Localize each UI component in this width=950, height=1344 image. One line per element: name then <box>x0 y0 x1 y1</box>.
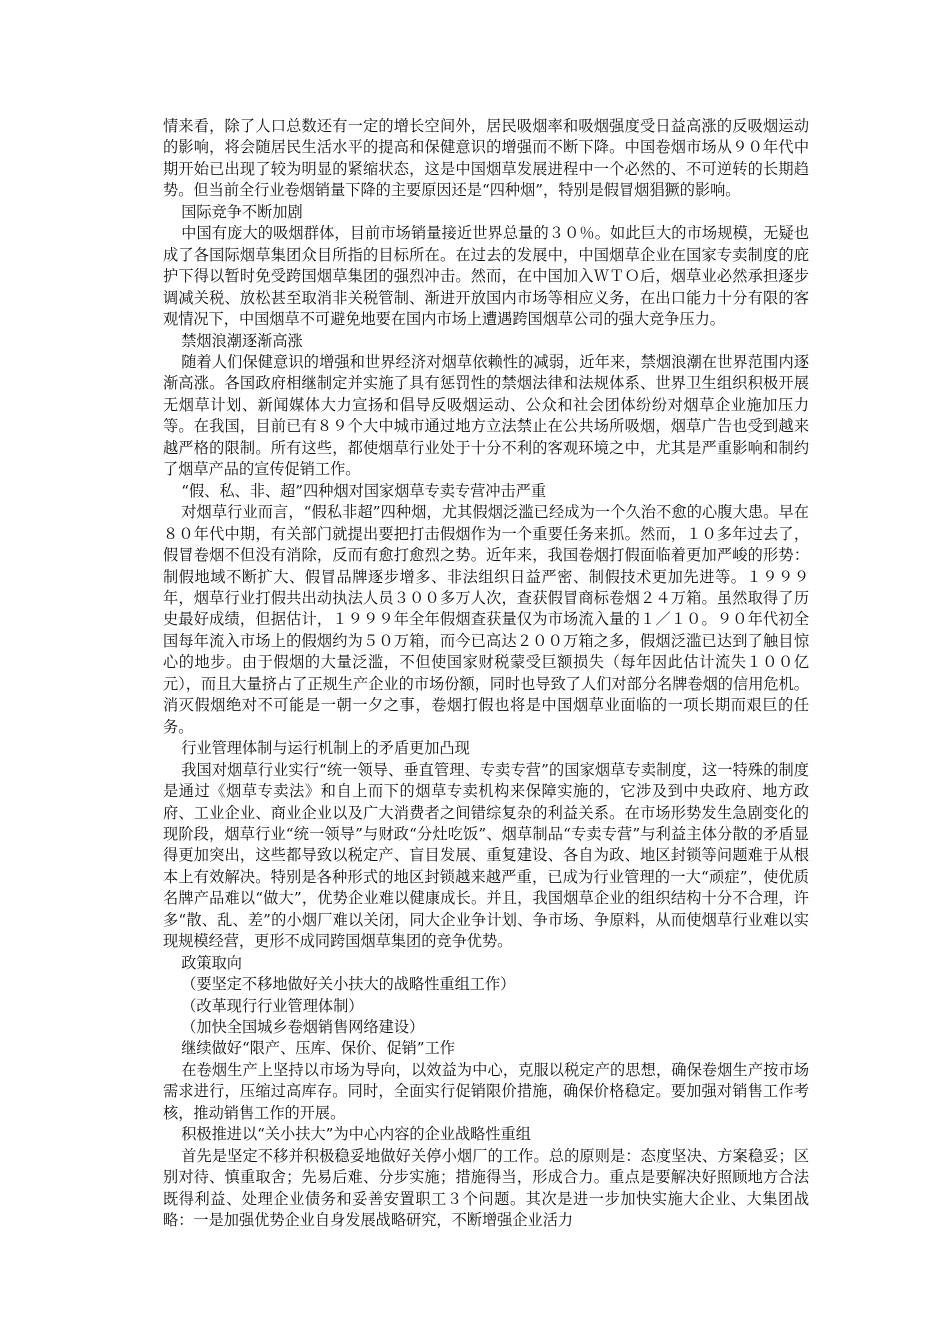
heading-four-kinds-cigarettes: “假、私、非、超”四种烟对国家烟草专卖专营冲击严重 <box>181 481 547 500</box>
paragraph-management-system: 我国对烟草行业实行“统一领导、垂直管理、专卖专营”的国家烟草专卖制度，这一特殊的制度是通过《烟草专卖法》和自上而下的烟草专卖机构来保障实施的，它涉及到中央政府、地方政府、工业企业、商业企业以及广大消费者之间错综复杂的利益关系。在市场形势发生急剧变化的现阶段，烟草行业“统一领导”与财政“分灶吃饭”、烟草制品“专卖专营”与利益主体分散的矛盾显得更加突出，这些都导致以税定产、盲目发展、重复建设、各自为政、地区封锁等问题难于从根本上有效解决。特别是各种形式的地区封锁越来越严重，已成为行业管理的一大“顽症”，使优质名牌产品难以“做大”，优势企业难以健康成长。并且，我国烟草企业的组织结构十分不合理，许多“散、乱、差”的小烟厂难以关闭，同大企业争计划、争市场、争原料，从而使烟草行业难以实现规模经营，更形不成同跨国烟草集团的竞争优势。 <box>163 760 809 951</box>
heading-international-competition: 国际竞争不断加剧 <box>181 202 303 221</box>
paragraph-intro: 情来看，除了人口总数还有一定的增长空间外，居民吸烟率和吸烟强度受日益高涨的反吸烟运动的影响，将会随居民生活水平的提高和保健意识的增强而不断下降。中国卷烟市场从９０年代中期开始已出现了较为明显的紧缩状态，这是中国烟草发展进程中一个必然的、不可逆转的长期趋势。但当前全行业卷烟销量下降的主要原因还是“四种烟”，特别是假冒烟猖獗的影响。 <box>163 117 809 200</box>
paragraph-international-competition: 中国有庞大的吸烟群体，目前市场销量接近世界总量的３０％。如此巨大的市场规模，无疑也成了各国际烟草集团众目所指的目标所在。在过去的发展中，中国烟草企业在国家专卖制度的庇护下得以暂时免受跨国烟草集团的强烈冲击。然而，在中国加入ＷＴＯ后，烟草业必然承担逐步调减关税、放松甚至取消非关税管制、渐进开放国内市场等相应义务，在出口能力十分有限的客观情况下，中国烟草不可避免地要在国内市场上遭遇跨国烟草公司的强大竞争压力。 <box>163 224 809 329</box>
heading-policy-orientation: 政策取向 <box>181 953 242 972</box>
paragraph-four-kinds-cigarettes: 对烟草行业而言，“假私非超”四种烟，尤其假烟泛滥已经成为一个久治不愈的心腹大患。早在８０年代中期，有关部门就提出要把打击假烟作为一个重要任务来抓。然而，１０多年过去了，假冒卷烟不但没有消除，反而有愈打愈烈之势。近年来，我国卷烟打假面临着更加严峻的形势：制假地域不断扩大、假冒品牌逐步增多、非法组织日益严密、制假技术更加先进等。１９９９年，烟草行业打假共出动执法人员３００多万人次，查获假冒商标卷烟２４万箱。虽然取得了历史最好成绩，但据估计，１９９９年全年假烟查获量仅为市场流入量的１／１０。９０年代初全国每年流入市场上的假烟约为５０万箱，而今已高达２００万箱之多，假烟泛滥已达到了触目惊心的地步。由于假烟的大量泛滥，不但使国家财税蒙受巨额损失（每年因此估计流失１００亿元），而且大量挤占了正规生产企业的市场份额，同时也导致了人们对部分名牌卷烟的信用危机。消灭假烟绝对不可能是一朝一夕之事，卷烟打假也将是中国烟草业面临的一项长期而艰巨的任务。 <box>163 503 809 736</box>
heading-enterprise-restructuring: 积极推进以“关小扶大”为中心内容的企业战略性重组 <box>181 1125 531 1144</box>
paragraph-smoking-ban: 随着人们保健意识的增强和世界经济对烟草依赖性的减弱，近年来，禁烟浪潮在世界范围内逐渐高涨。各国政府相继制定并实施了具有惩罚性的禁烟法律和法规体系、世界卫生组织积极开展无烟草计划、新闻媒体大力宣扬和倡导反吸烟运动、公众和社会团体纷纷对烟草企业施加压力等。在我国，目前已有８９个大中城市通过地方立法禁止在公共场所吸烟，烟草广告也受到越来越严格的限制。所有这些，都使烟草行业处于十分不利的客观环境之中，尤其是严重影响和制约了烟草产品的宣传促销工作。 <box>163 352 809 479</box>
policy-item-restructuring: （要坚定不移地做好关小扶大的战略性重组工作） <box>181 975 516 994</box>
heading-management-system: 行业管理体制与运行机制上的矛盾更加凸现 <box>181 739 470 758</box>
policy-item-reform-management: （改革现行行业管理体制） <box>181 996 364 1015</box>
paragraph-enterprise-restructuring: 首先是坚定不移并积极稳妥地做好关停小烟厂的工作。总的原则是：态度坚决、方案稳妥；区别对待、慎重取舍；先易后难、分步实施；措施得当，形成合力。重点是要解决好照顾地方合法既得利益、处理企业债务和妥善安置职工３个问题。其次是进一步加快实施大企业、大集团战略：一是加强优势企业自身发展战略研究，不断增强企业活力 <box>163 1146 809 1230</box>
policy-item-sales-network: （加快全国城乡卷烟销售网络建设） <box>181 1018 425 1037</box>
heading-smoking-ban: 禁烟浪潮逐渐高涨 <box>181 331 303 350</box>
document-page <box>163 116 809 1232</box>
heading-continue-work: 继续做好“限产、压库、保价、促销”工作 <box>181 1039 455 1058</box>
paragraph-continue-work: 在卷烟生产上坚持以市场为导向，以效益为中心，克服以税定产的思想，确保卷烟生产按市场需求进行，压缩过高库存。同时，全面实行促销限价措施，确保价格稳定。要加强对销售工作考核，推动销售工作的开展。 <box>163 1060 809 1122</box>
